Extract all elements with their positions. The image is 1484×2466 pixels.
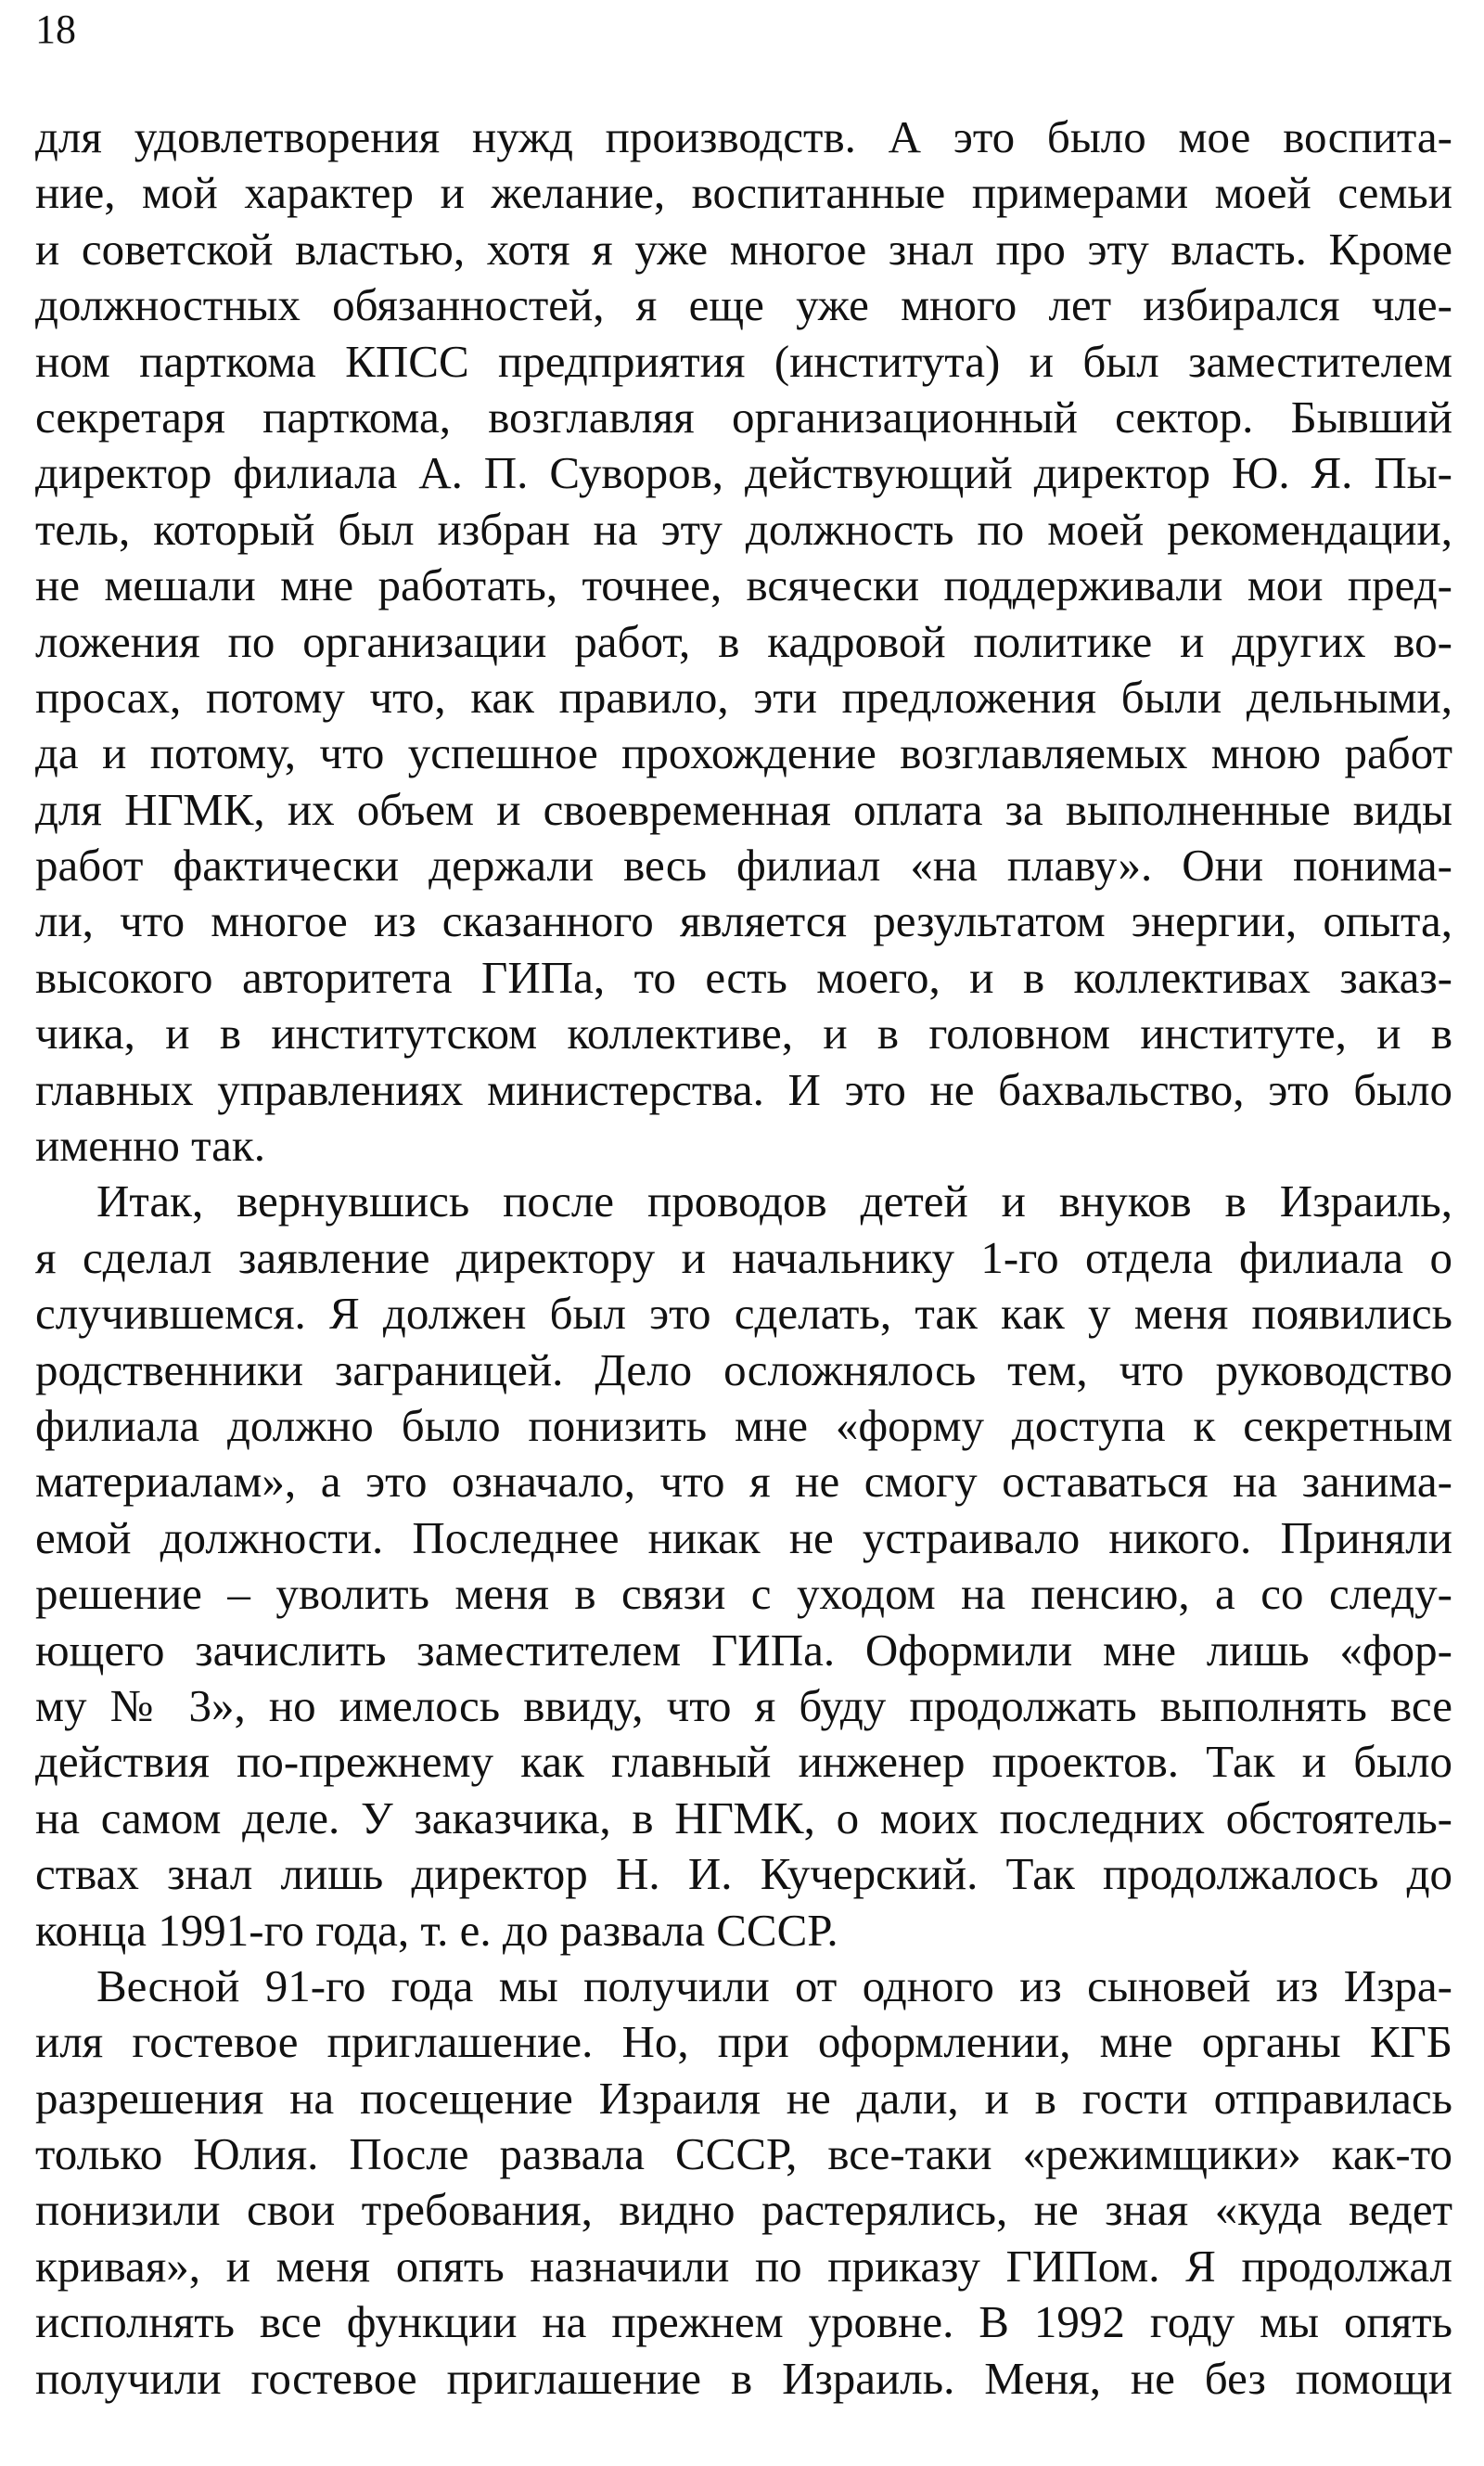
text-line: материалам», а это означало, что я не смогу оставаться на занима-	[35, 1456, 1452, 1508]
text-line: да и потому, что успешное прохождение возглавляемых мною работ	[35, 727, 1452, 779]
text-line: ствах знал лишь директор Н. И. Кучерский. Так продолжалось до	[35, 1848, 1452, 1900]
text-line: иля гостевое приглашение. Но, при оформлении, мне органы КГБ	[35, 2016, 1452, 2068]
text-line: емой должности. Последнее никак не устраивало никого. Приняли	[35, 1511, 1452, 1563]
text-line: именно так.	[35, 1120, 265, 1172]
text-line: ложения по организации работ, в кадровой политике и других во-	[35, 615, 1452, 667]
body-text	[35, 109, 1452, 2407]
text-line: действия по-прежнему как главный инженер проектов. Так и было	[35, 1736, 1452, 1788]
text-line: чика, и в институтском коллективе, и в головном институте, и в	[35, 1008, 1452, 1060]
text-line: Итак, вернувшись после проводов детей и внуков в Израиль,	[96, 1175, 1452, 1227]
text-line: не мешали мне работать, точнее, всячески поддерживали мои пред-	[35, 559, 1452, 611]
text-line: конца 1991-го года, т. е. до развала СССР.	[35, 1904, 838, 1956]
page-number: 18	[35, 6, 76, 52]
text-line: высокого авторитета ГИПа, то есть моего, и в коллективах заказ-	[35, 951, 1452, 1003]
text-line: случившемся. Я должен был это сделать, так как у меня появились	[35, 1288, 1452, 1340]
text-line: главных управлениях министерства. И это не бахвальство, это было	[35, 1063, 1452, 1115]
text-line: работ фактически держали весь филиал «на плаву». Они понима-	[35, 840, 1452, 892]
text-line: понизили свои требования, видно растерялись, не зная «куда ведет	[35, 2184, 1452, 2236]
text-line: для удовлетворения нужд производств. А это было мое воспита-	[35, 111, 1452, 162]
text-line: ном парткома КПСС предприятия (института) и был заместителем	[35, 335, 1452, 387]
text-line: я сделал заявление директору и начальнику 1-го отдела филиала о	[35, 1231, 1452, 1283]
text-line: на самом деле. У заказчика, в НГМК, о моих последних обстоятель-	[35, 1792, 1452, 1843]
text-line: просах, потому что, как правило, эти предложения были дельными,	[35, 671, 1452, 723]
text-line: директор филиала А. П. Суворов, действующий директор Ю. Я. Пы-	[35, 447, 1452, 499]
text-line: и советской властью, хотя я уже многое знал про эту власть. Кроме	[35, 223, 1452, 275]
paragraph-1	[35, 109, 1452, 1174]
text-line: родственники заграницей. Дело осложнялось тем, что руководство	[35, 1343, 1452, 1395]
text-line: решение – уволить меня в связи с уходом на пенсию, а со следу-	[35, 1568, 1452, 1620]
text-line: для НГМК, их объем и своевременная оплата за выполненные виды	[35, 783, 1452, 835]
text-line: исполнять все функции на прежнем уровне. В 1992 году мы опять	[35, 2296, 1452, 2348]
text-line: получили гостевое приглашение в Израиль. Меня, не без помощи	[35, 2352, 1452, 2404]
text-line: только Юлия. После развала СССР, все-таки «режимщики» как-то	[35, 2128, 1452, 2180]
text-line: секретаря парткома, возглавляя организационный сектор. Бывший	[35, 391, 1452, 443]
text-line: Весной 91-го года мы получили от одного из сыновей из Изра-	[96, 1959, 1452, 2011]
paragraph-2	[35, 1174, 1452, 1958]
text-line: разрешения на посещение Израиля не дали, и в гости отправилась	[35, 2072, 1452, 2124]
text-line: ющего зачислить заместителем ГИПа. Оформили мне лишь «фор-	[35, 1624, 1452, 1676]
text-line: филиала должно было понизить мне «форму доступа к секретным	[35, 1399, 1452, 1451]
text-line: кривая», и меня опять назначили по приказу ГИПом. Я продолжал	[35, 2240, 1452, 2292]
text-line: должностных обязанностей, я еще уже много лет избирался чле-	[35, 279, 1452, 331]
text-line: ние, мой характер и желание, воспитанные примерами моей семьи	[35, 167, 1452, 219]
paragraph-3	[35, 1959, 1452, 2407]
text-line: ли, что многое из сказанного является результатом энергии, опыта,	[35, 895, 1452, 947]
text-line: тель, который был избран на эту должность по моей рекомендации,	[35, 503, 1452, 555]
text-line: му № 3», но имелось ввиду, что я буду продолжать выполнять все	[35, 1679, 1452, 1731]
